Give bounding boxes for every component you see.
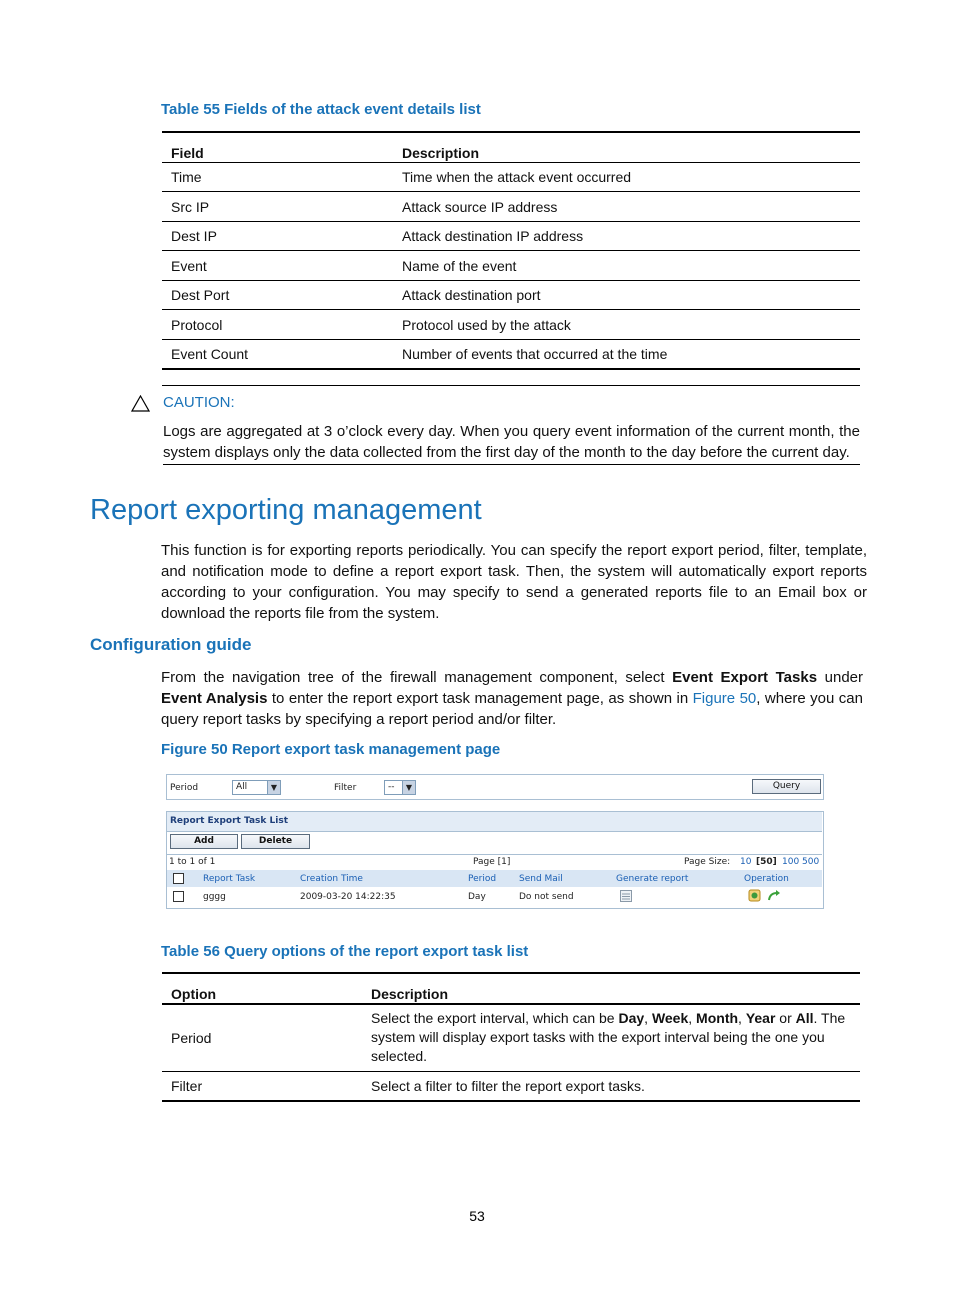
section-title: Report exporting management: [90, 494, 482, 526]
export-arrow-icon[interactable]: [767, 889, 781, 902]
text-run: ,: [644, 1010, 652, 1027]
col-period[interactable]: Period: [468, 874, 497, 884]
col-creation-time[interactable]: Creation Time: [300, 874, 363, 884]
filter-value: --: [388, 782, 395, 792]
table-row: [162, 1071, 860, 1101]
table56: [162, 974, 860, 1102]
table56-header-option: Option: [171, 986, 217, 1002]
caution-label: CAUTION:: [163, 394, 235, 411]
table-row: [162, 281, 860, 310]
table-row: [162, 163, 860, 192]
generate-report-icon[interactable]: [620, 890, 632, 902]
filter-select[interactable]: [384, 780, 416, 795]
table-row: [162, 192, 860, 222]
task-list-title: Report Export Task List: [170, 816, 288, 826]
cell: Attack destination port: [393, 281, 860, 310]
text-run: to enter the report export task management page, as shown in: [267, 690, 693, 707]
figure-link[interactable]: Figure 50: [692, 690, 757, 707]
caution-text: Logs are aggregated at 3 o’clock every day. When you query event information of the current month, the system displays only the data collected from the first day of the month to the day before the current day.: [163, 421, 860, 465]
cell: Filter: [162, 1071, 362, 1101]
cell: Event Count: [162, 340, 393, 369]
bold-run: Event Export Tasks: [672, 669, 818, 686]
page-size-500[interactable]: 500: [802, 857, 820, 867]
caution-triangle-icon: [131, 395, 150, 412]
cell: Number of events that occurred at the time: [393, 340, 860, 369]
cell: Name of the event: [393, 251, 860, 281]
text-run: , where you can query report tasks by specifying a report period and/or filter.: [161, 690, 863, 728]
figure50-screenshot: [166, 774, 824, 910]
page-size-label: Page Size:: [684, 857, 731, 867]
bold-run: Week: [651, 1010, 689, 1027]
period-label: Period: [170, 783, 199, 793]
col-generate-report: Generate report: [616, 874, 689, 884]
period-value: All: [236, 782, 248, 792]
table56-caption: Table 56 Query options of the report export task list: [161, 943, 529, 960]
table55: [162, 133, 860, 370]
bold-run: Month: [696, 1010, 739, 1027]
page-size-50: [50]: [756, 857, 777, 867]
page-size-10[interactable]: 10: [740, 857, 752, 867]
query-button[interactable]: Query: [752, 779, 821, 794]
text-run: Select the export interval, which can be: [371, 1010, 619, 1027]
table55-header-description: Description: [402, 145, 480, 161]
cell: Select a filter to filter the report export tasks.: [362, 1071, 860, 1101]
bold-run: Event Analysis: [161, 690, 268, 707]
col-operation: Operation: [744, 874, 789, 884]
filter-label: Filter: [334, 783, 357, 793]
bold-run: Year: [745, 1010, 776, 1027]
table-row: [162, 340, 860, 369]
text-run: under: [817, 669, 863, 686]
text-run: or: [775, 1010, 796, 1027]
text-run: . The system will display export tasks with the export interval being the one you selected.: [371, 1010, 846, 1065]
cell: Dest Port: [162, 281, 393, 310]
bold-run: Day: [618, 1010, 645, 1027]
table-row: [162, 310, 860, 340]
table-row: [162, 222, 860, 251]
cell: Src IP: [162, 192, 393, 222]
config-title: Configuration guide: [90, 635, 252, 654]
cell: Attack source IP address: [393, 192, 860, 222]
select-all-checkbox[interactable]: [173, 873, 184, 884]
table55-header-field: Field: [171, 145, 204, 161]
cell: Protocol used by the attack: [393, 310, 860, 340]
delete-button[interactable]: Delete: [241, 834, 310, 849]
page-number: 53: [469, 1208, 485, 1224]
cell: Protocol: [162, 310, 393, 340]
table56-header-description: Description: [371, 986, 449, 1002]
section-intro: This function is for exporting reports periodically. You can specify the report export period, filter, template, and notification mode to define a report export task. Then, the system will automatically export reports according to your configuration. You may specify to send a generated reports file to an Email box or download the reports file from the system.: [161, 542, 867, 622]
cell: Period: [162, 1004, 362, 1071]
divider: [167, 854, 822, 855]
caution-top-rule: [162, 385, 860, 386]
cell: Attack destination IP address: [393, 222, 860, 251]
table55-caption: Table 55 Fields of the attack event details list: [161, 101, 481, 118]
bold-run: All: [795, 1010, 814, 1027]
row-checkbox[interactable]: [173, 891, 184, 902]
cell: Time when the attack event occurred: [393, 163, 860, 192]
chevron-down-icon: ▼: [402, 781, 415, 794]
period-select[interactable]: [232, 780, 281, 795]
row-period: Day: [468, 892, 486, 902]
edit-icon[interactable]: [748, 889, 761, 902]
config-paragraph: [161, 667, 863, 730]
chevron-down-icon: ▼: [267, 781, 280, 794]
row-creation-time: 2009-03-20 14:22:35: [300, 892, 396, 902]
col-report-task[interactable]: Report Task: [203, 874, 256, 884]
cell: Event: [162, 251, 393, 281]
period-description: [362, 1004, 860, 1071]
row-task: gggg: [203, 892, 226, 902]
add-button[interactable]: Add: [170, 834, 238, 849]
text-run: ,: [738, 1010, 746, 1027]
figure50-caption: Figure 50 Report export task management page: [161, 741, 501, 758]
text-run: ,: [688, 1010, 697, 1027]
text-run: From the navigation tree of the firewall management component, select: [161, 669, 673, 686]
page-indicator: Page [1]: [473, 857, 511, 867]
record-range: 1 to 1 of 1: [169, 857, 216, 867]
cell: Dest IP: [162, 222, 393, 251]
col-send-mail[interactable]: Send Mail: [519, 874, 563, 884]
table-row: [162, 251, 860, 281]
table-row: [162, 1004, 860, 1071]
row-send-mail: Do not send: [519, 892, 574, 902]
cell: Time: [162, 163, 393, 192]
page-size-100[interactable]: 100: [782, 857, 800, 867]
